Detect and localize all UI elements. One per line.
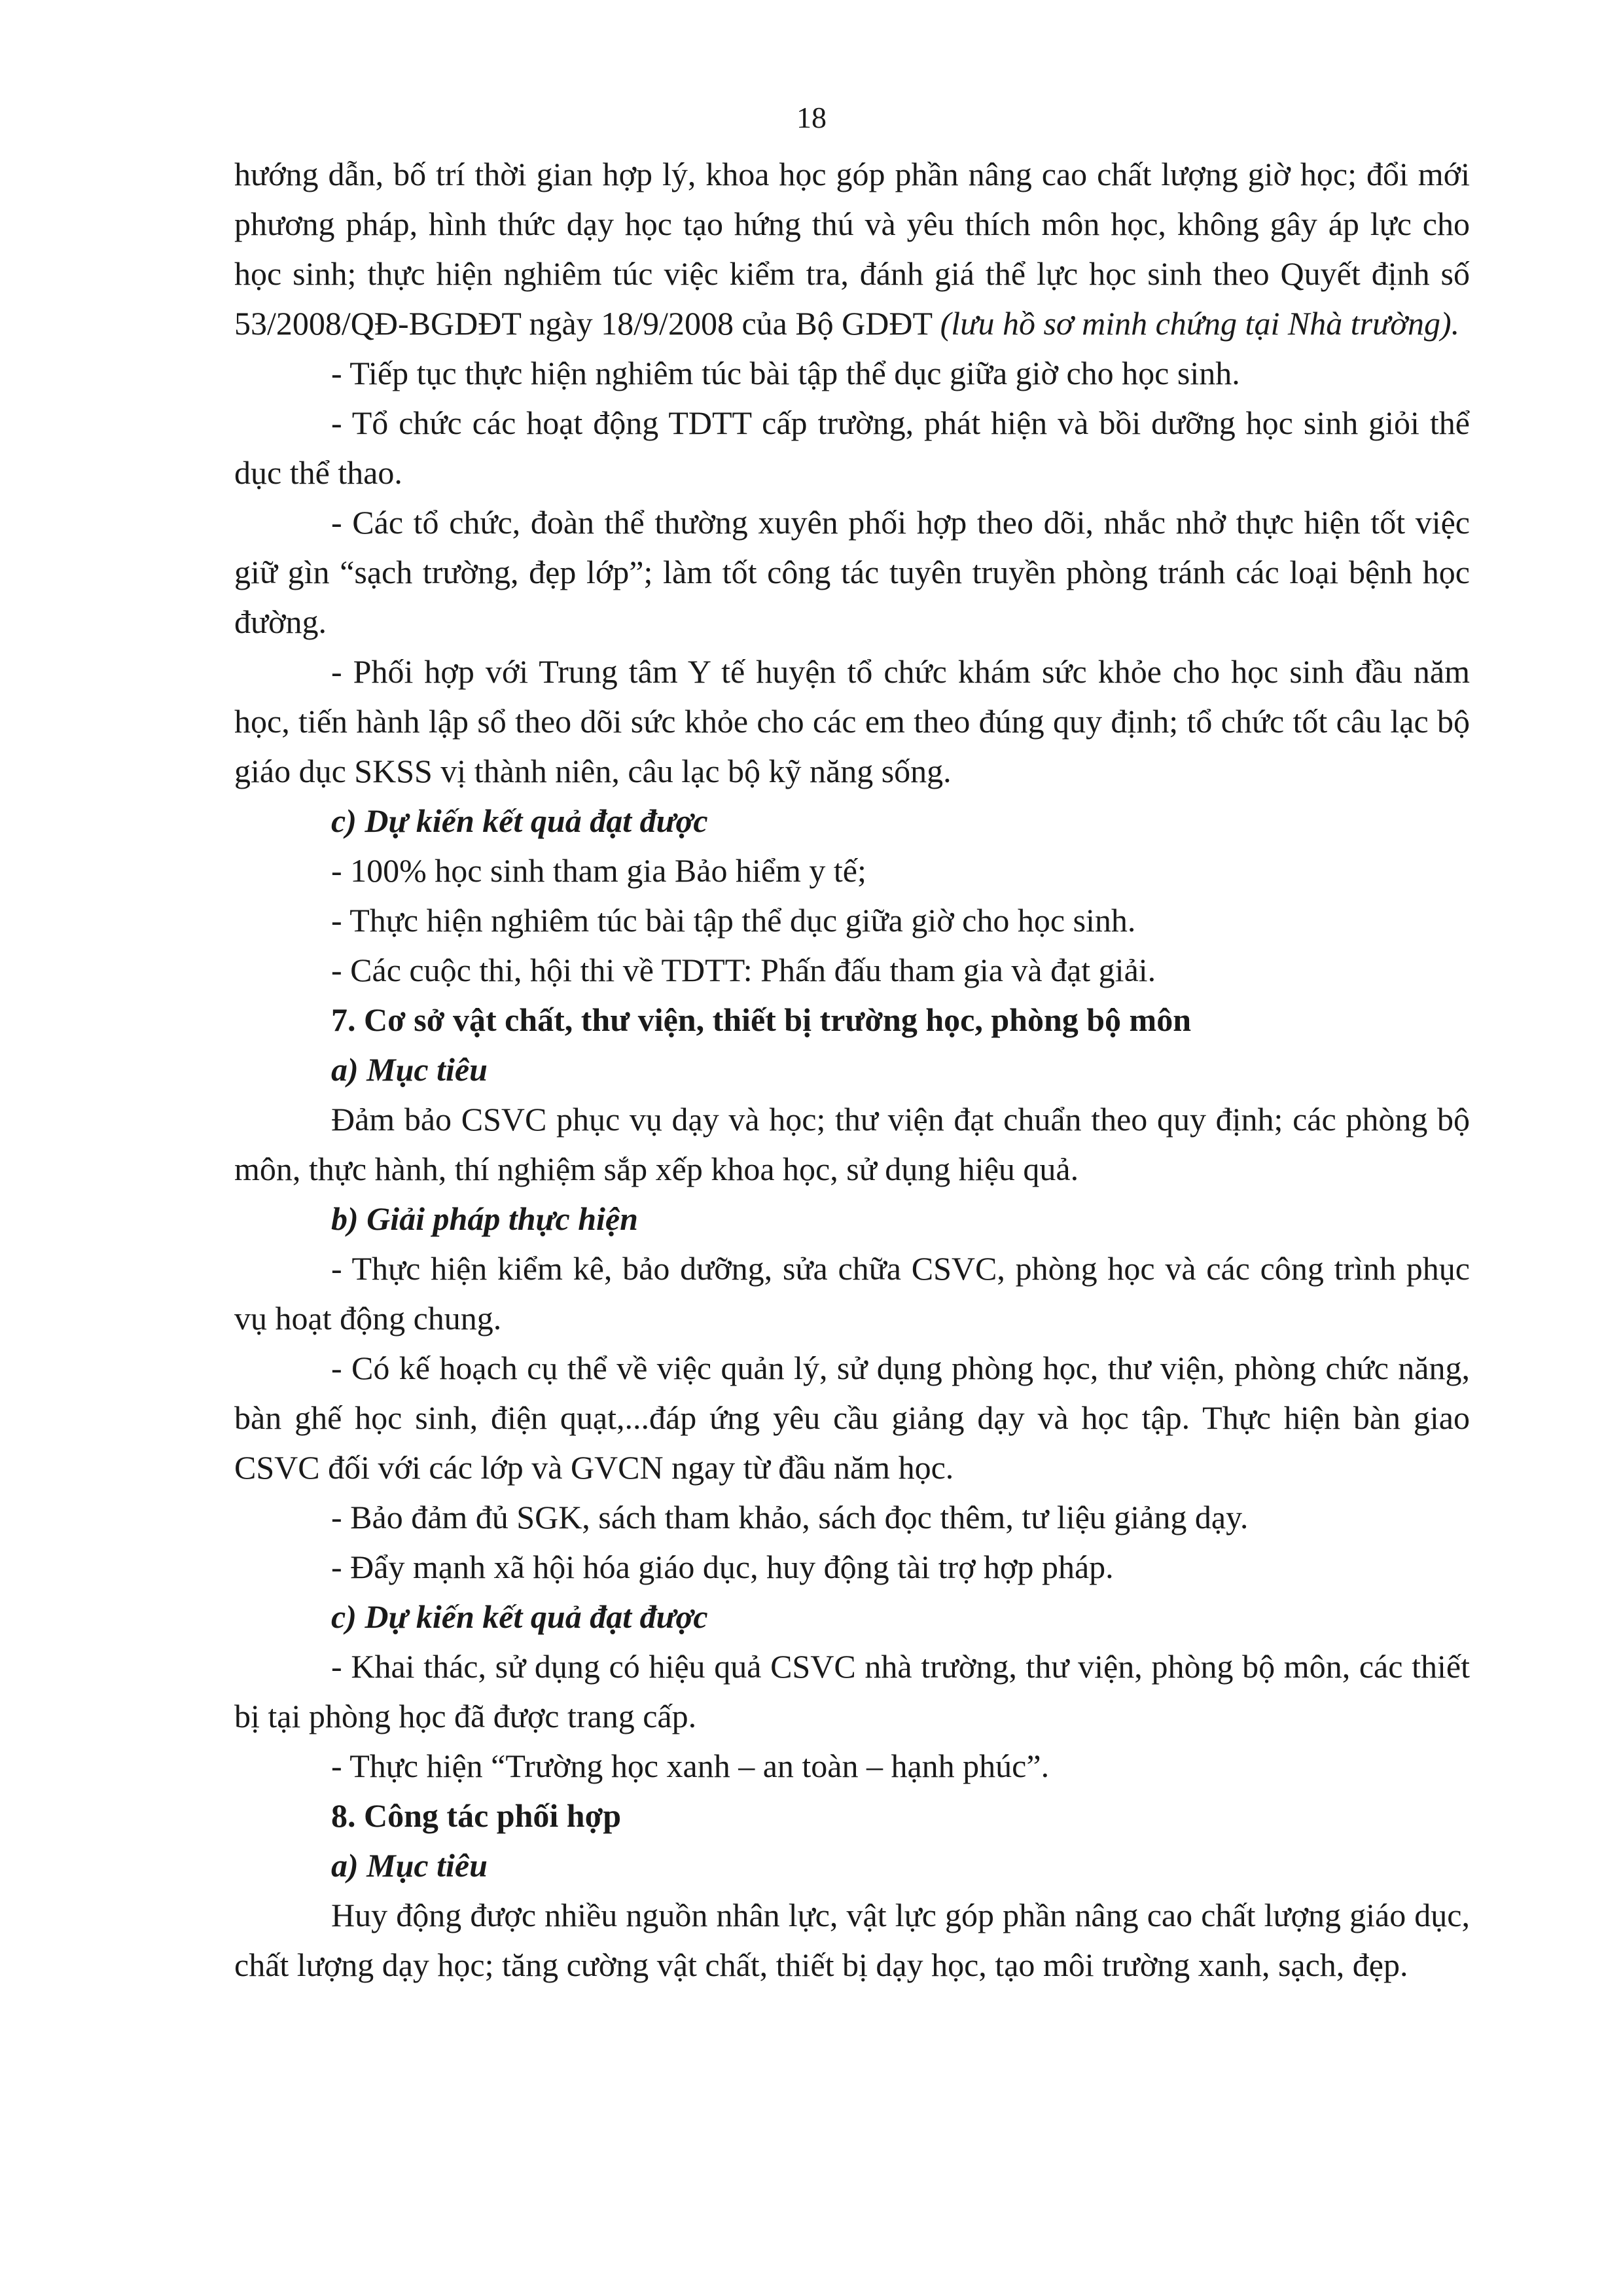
bullet-item: - Các tổ chức, đoàn thể thường xuyên phối hợp theo dõi, nhắc nhở thực hiện tốt việc giữ gìn “sạch trường, đẹp lớp”; làm tốt công tác tuyên truyền phòng tránh các loại bệnh học đường. (234, 504, 1470, 640)
bullet-item: - Khai thác, sử dụng có hiệu quả CSVC nhà trường, thư viện, phòng bộ môn, các thiết bị tại phòng học đã được trang cấp. (234, 1648, 1470, 1734)
paragraph: Huy động được nhiều nguồn nhân lực, vật lực góp phần nâng cao chất lượng giáo dục, chất lượng dạy học; tăng cường vật chất, thiết bị dạy học, tạo môi trường xanh, sạch, đẹp. (234, 1897, 1470, 1983)
evidence-note: (lưu hồ sơ minh chứng tại Nhà trường). (940, 305, 1460, 342)
section-heading: 8. Công tác phối hợp (331, 1797, 622, 1834)
bullet-item: - Có kế hoạch cụ thể về việc quản lý, sử dụng phòng học, thư viện, phòng chức năng, bàn ghế học sinh, điện quạt,...đáp ứng yêu cầu giảng dạy và học tập. Thực hiện bàn giao CSVC đối với các lớp và GVCN ngay từ đầu năm học. (234, 1350, 1470, 1486)
bullet-item: - Thực hiện kiểm kê, bảo dưỡng, sửa chữa CSVC, phòng học và các công trình phục vụ hoạt động chung. (234, 1250, 1470, 1336)
bullet-item: - Thực hiện nghiêm túc bài tập thể dục giữa giờ cho học sinh. (331, 902, 1136, 939)
paragraph-text: hướng dẫn, bố trí thời gian hợp lý, khoa học góp phần nâng cao chất lượng giờ học; đổi mới phương pháp, hình thức dạy học tạo hứng thú và yêu thích môn học, không gây áp lực cho học sinh; thực hiện nghiêm túc việc kiểm tra, đánh giá thể lực học sinh theo Quyết định số 53/2008/QĐ-BGDĐT ngày 18/9/2008 của Bộ GDĐT (234, 156, 1470, 342)
bullet-item: - Đẩy mạnh xã hội hóa giáo dục, huy động tài trợ hợp pháp. (331, 1549, 1114, 1585)
subheading: a) Mục tiêu (331, 1847, 488, 1884)
bullet-item: - 100% học sinh tham gia Bảo hiểm y tế; (331, 852, 866, 889)
bullet-item: - Thực hiện “Trường học xanh – an toàn – hạnh phúc”. (331, 1748, 1050, 1784)
bullet-item: - Phối hợp với Trung tâm Y tế huyện tổ chức khám sức khỏe cho học sinh đầu năm học, tiến hành lập sổ theo dõi sức khỏe cho các em theo đúng quy định; tổ chức tốt câu lạc bộ giáo dục SKSS vị thành niên, câu lạc bộ kỹ năng sống. (234, 653, 1470, 789)
paragraph: Đảm bảo CSVC phục vụ dạy và học; thư viện đạt chuẩn theo quy định; các phòng bộ môn, thực hành, thí nghiệm sắp xếp khoa học, sử dụng hiệu quả. (234, 1101, 1470, 1187)
bullet-item: - Tổ chức các hoạt động TDTT cấp trường, phát hiện và bồi dưỡng học sinh giỏi thể dục thể thao. (234, 404, 1470, 491)
bullet-item: - Các cuộc thi, hội thi về TDTT: Phấn đấu tham gia và đạt giải. (331, 952, 1156, 988)
bullet-item: - Bảo đảm đủ SGK, sách tham khảo, sách đọc thêm, tư liệu giảng dạy. (331, 1499, 1249, 1535)
paragraph-intro (234, 149, 1470, 348)
subheading: a) Mục tiêu (331, 1051, 488, 1088)
subheading: c) Dự kiến kết quả đạt được (331, 802, 708, 839)
page-number: 18 (796, 101, 827, 134)
subheading: c) Dự kiến kết quả đạt được (331, 1598, 708, 1635)
subheading: b) Giải pháp thực hiện (331, 1200, 638, 1237)
document-body (234, 149, 1470, 1990)
bullet-item: - Tiếp tục thực hiện nghiêm túc bài tập thể dục giữa giờ cho học sinh. (331, 355, 1240, 391)
section-heading: 7. Cơ sở vật chất, thư viện, thiết bị trường học, phòng bộ môn (331, 1001, 1192, 1038)
